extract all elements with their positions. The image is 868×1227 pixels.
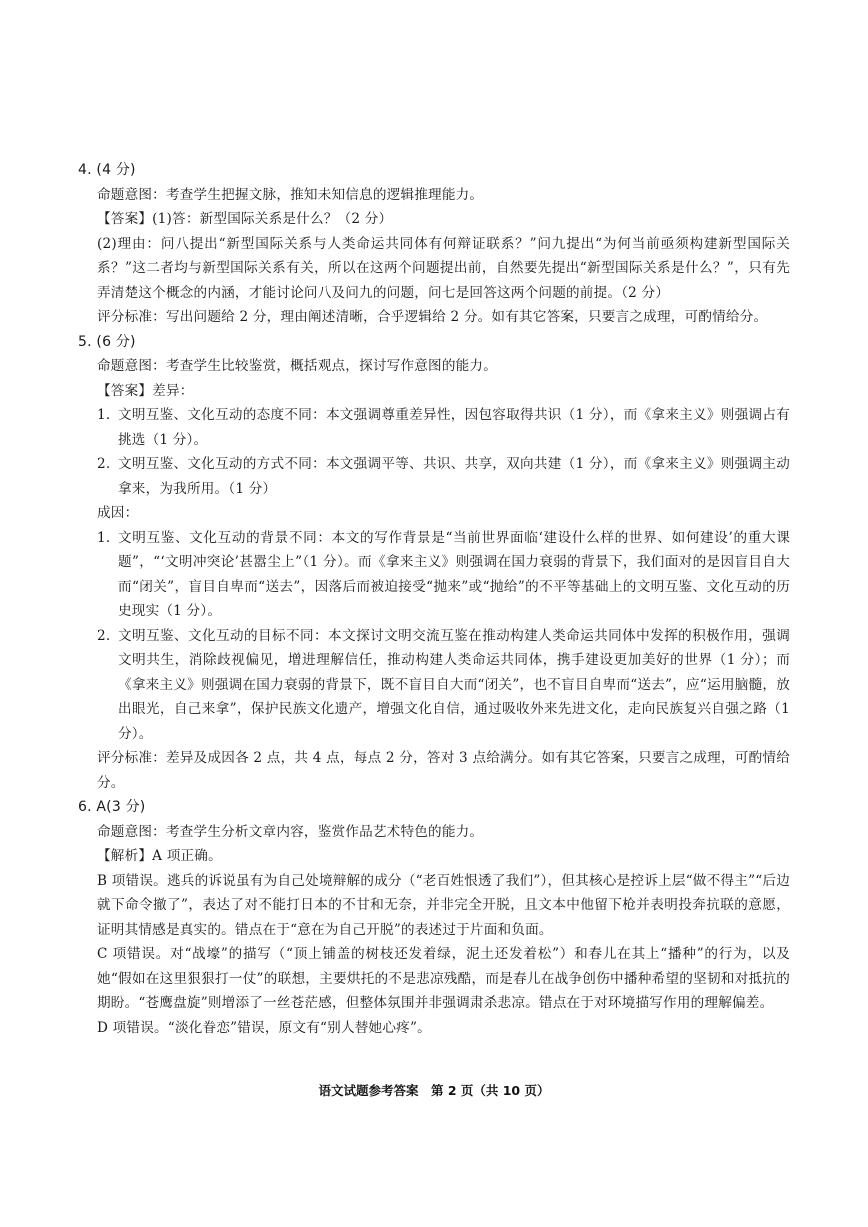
q5-difference-text: 文明互鉴、文化互动的态度不同：本文强调尊重差异性，因包容取得共识（1 分），而《拿来主义》则强调占有挑选（1 分）。 <box>118 407 790 448</box>
q5-causes-label: 成因： <box>97 505 139 521</box>
q4-scoring: 评分标准：写出问题给 2 分，理由阐述清晰，合乎逻辑给 2 分。如有其它答案，只要言之成理，可酌情给分。 <box>97 309 768 325</box>
q6-intent: 命题意图：考查学生分析文章内容，鉴赏作品艺术特色的能力。 <box>97 823 484 840</box>
q4-header: 4. (4 分) <box>78 162 136 178</box>
q5-answer-label: 【答案】差异： <box>97 382 194 399</box>
q5-difference-text: 文明互鉴、文化互动的方式不同：本文强调平等、共识、共享，双向共建（1 分），而《拿来主义》则强调主动拿来，为我所用。（1 分） <box>118 456 790 497</box>
q6-analysis: 【解析】A 项正确。 <box>97 848 222 864</box>
q5-cause-number: 1. <box>97 529 111 546</box>
q6-option-d: D 项错误。“淡化眷恋”错误，原文有“别人替她心疼”。 <box>97 1019 431 1036</box>
q5-header: 5. (6 分) <box>78 333 136 350</box>
q6-header: 6. A(3 分) <box>78 799 146 815</box>
q6-option-c: C 项错误。对“战壕”的描写（“顶上铺盖的树枝还发着绿，泥土还发着松”）和春儿在其上“播种”的行为，以及她“假如在这里狠狠打一仗”的联想，主要烘托的不是悲凉残酷，而是春儿在战争创伤中播种希望的坚韧和对抵抗的期盼。“苍鹰盘旋”则增添了一丝苍茫感，但整体氛围并非强调肃杀悲凉。错点在于对环境描写作用的理解偏差。 <box>97 946 790 1011</box>
q5-cause-number: 2. <box>97 627 111 644</box>
page-footer: 语文试题参考答案 第 2 页（共 10 页） <box>318 1083 550 1098</box>
q5-difference-number: 2. <box>97 456 111 472</box>
q5-cause-item <box>78 624 790 747</box>
q4-answer: 【答案】(1)答：新型国际关系是什么？（2 分） <box>97 211 393 227</box>
q5-difference-item <box>78 452 790 501</box>
q5-scoring: 评分标准：差异及成因各 2 点，共 4 点，每点 2 分，答对 3 点给满分。如有其它答案，只要言之成理，可酌情给分。 <box>97 750 790 791</box>
q5-difference-item <box>78 403 790 452</box>
q4-reason: (2)理由：问八提出“新型国际关系与人类命运共同体有何辩证联系？”问九提出“为何当前亟须构建新型国际关系？”这二者均与新型国际关系有关，所以在这两个问题提出前，自然要先提出“新型国际关系是什么？”，只有先弄清楚这个概念的内涵，才能讨论问八及问九的问题，问七是回答这两个问题的前提。（2 分） <box>97 235 790 301</box>
q5-intent: 命题意图：考查学生比较鉴赏，概括观点，探讨写作意图的能力。 <box>97 358 498 374</box>
q5-cause-text: 文明互鉴、文化互动的目标不同：本文探讨文明交流互鉴在推动构建人类命运共同体中发挥的积极作用，强调文明共生，消除歧视偏见，增进理解信任，推动构建人类命运共同体，携手建设更加美好的世界（1 分）；而《拿来主义》则强调在国力衰弱的背景下，既不盲目自大而“闭关”，也不盲目自卑而“送去”，应“运用脑髓，放出眼光，自己来拿”，保护民族文化遗产，增强文化自信，通过吸收外来先进文化，走向民族复兴自强之路（1 分）。 <box>118 627 790 742</box>
q5-cause-item <box>78 526 790 624</box>
q5-cause-text: 文明互鉴、文化互动的背景不同：本文的写作背景是“当前世界面临‘建设什么样的世界、如何建设’的重大课题”，“‘文明冲突论’甚嚣尘上”（1 分）。而《拿来主义》则强调在国力衰弱的背景下，我们面对的是因盲目自大而“闭关”，盲目自卑而“送去”，因落后而被迫接受“抛来”或“抛给”的不平等基础上的文明互鉴、文化互动的历史现实（1 分）。 <box>118 529 790 619</box>
q5-difference-number: 1. <box>97 407 111 423</box>
q4-intent: 命题意图：考查学生把握文脉，推知未知信息的逻辑推理能力。 <box>97 186 484 203</box>
answer-content <box>78 158 790 1040</box>
q6-option-b: B 项错误。逃兵的诉说虽有为自己处境辩解的成分（“老百姓恨透了我们”），但其核心是控诉上层“做不得主”“后边就下命令撤了”，表达了对不能打日本的不甘和无奈，并非完全开脱，且文本中他留下枪并表明投奔抗联的意愿，证明其情感是真实的。错点在于“意在为自己开脱”的表述过于片面和负面。 <box>97 872 790 938</box>
